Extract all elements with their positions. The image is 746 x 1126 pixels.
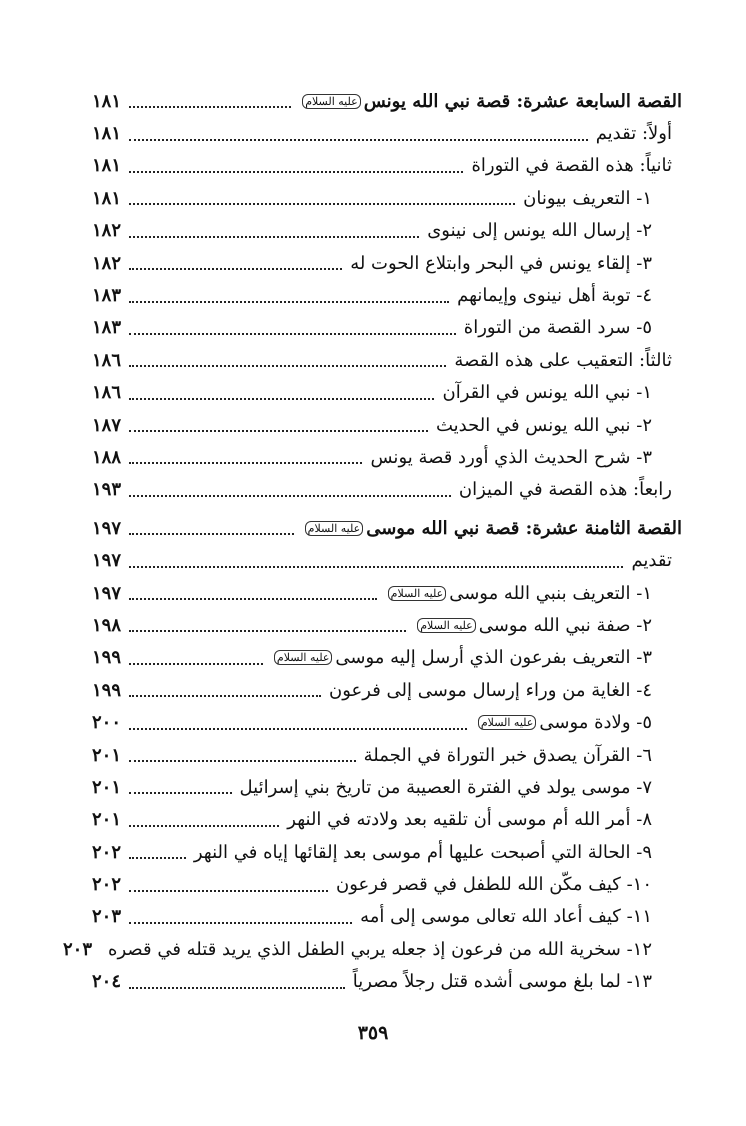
toc-entry: [92, 377, 682, 409]
toc-entry: [92, 150, 682, 182]
toc-entry-page: ١٨٦: [92, 382, 122, 404]
toc-entry-title: ١- التعريف بيونان: [523, 187, 652, 209]
toc-entry: [92, 609, 682, 641]
honorific-mark: عليه السلام: [302, 94, 361, 109]
toc-entry-title: أولاً: تقديم: [595, 123, 672, 145]
dot-leader: [129, 792, 231, 794]
toc-entry-title: ٣- إلقاء يونس في البحر وابتلاع الحوت له: [350, 252, 652, 274]
toc-entry: [63, 933, 682, 965]
toc-entry-title: ٤- توبة أهل نينوى وإيمانهم: [457, 285, 652, 307]
toc-entry: [92, 739, 682, 771]
dot-leader: [129, 333, 456, 335]
toc-entry-page: ١٩٩: [92, 679, 122, 701]
toc-entry-page: ١٨٧: [92, 414, 122, 436]
toc-entry: [92, 474, 682, 506]
toc-entry-page: ١٨٢: [92, 220, 122, 242]
dot-leader: [129, 495, 451, 497]
toc-entry-title: ٢- إرسال الله يونس إلى نينوى: [427, 220, 652, 242]
toc-entry-title: ٣- شرح الحديث الذي أورد قصة يونس: [370, 446, 652, 468]
toc-entry-page: ١٨١: [92, 187, 122, 209]
toc-entry-title: ٩- الحالة التي أصبحت عليها أم موسى بعد إلقائها إياه في النهر: [193, 841, 652, 863]
toc-entry-title: ١- نبي الله يونس في القرآن: [442, 382, 652, 404]
dot-leader: [129, 203, 515, 205]
toc-entry-title: ثالثاً: التعقيب على هذه القصة: [454, 349, 672, 371]
dot-leader: [129, 695, 321, 697]
dot-leader: [129, 987, 345, 989]
toc-entry-title: ٢- نبي الله يونس في الحديث: [435, 414, 652, 436]
toc-entry-title: ١٣- لما بلغ موسى أشده قتل رجلاً مصرياً: [352, 971, 652, 993]
toc-entry-page: ١٨٨: [92, 446, 122, 468]
toc-entry-title: ١٠- كيف مكّن الله للطفل في قصر فرعون: [336, 874, 652, 896]
toc-entry: [92, 247, 682, 279]
toc-entry: [92, 868, 682, 900]
dot-leader: [129, 663, 263, 665]
honorific-mark: عليه السلام: [417, 618, 476, 633]
toc-entry-page: ١٩٨: [92, 614, 122, 636]
toc-entry-page: ٢٠٣: [92, 906, 122, 928]
dot-leader: [129, 630, 406, 632]
toc-entry: [92, 836, 682, 868]
toc-entry-title: ١٢- سخرية الله من فرعون إذ جعله يربي الطفل الذي يريد قتله في قصره: [108, 938, 652, 960]
page-number: ٣٥٩: [357, 1022, 389, 1044]
toc-entry-title: ٥- ولادة موسى: [539, 712, 652, 734]
dot-leader: [129, 462, 362, 464]
dot-leader: [129, 922, 352, 924]
toc-entry-page: ١٨٢: [92, 252, 122, 274]
toc-entry-title: ١١- كيف أعاد الله تعالى موسى إلى أمه: [360, 906, 652, 928]
dot-leader: [129, 398, 434, 400]
toc-entry-page: ٢٠٢: [92, 841, 122, 863]
dot-leader: [129, 430, 428, 432]
toc-entry-page: ١٨١: [92, 155, 122, 177]
toc-entry: [92, 117, 682, 149]
toc-entry-page: ٢٠١: [92, 744, 122, 766]
toc-entry-page: ١٩٧: [92, 582, 122, 604]
toc-entry: [92, 642, 682, 674]
dot-leader: [129, 728, 467, 730]
toc-entry-page: ١٩٩: [92, 647, 122, 669]
dot-leader: [129, 268, 342, 270]
toc-entry: [92, 577, 682, 609]
toc-entry-page: ١٨٦: [92, 349, 122, 371]
toc-entry-page: ١٨١: [92, 123, 122, 145]
toc-entry: [92, 544, 682, 576]
toc-entry-title: القصة الثامنة عشرة: قصة نبي الله موسى: [366, 517, 682, 539]
toc-entry: [92, 804, 682, 836]
dot-leader: [129, 598, 377, 600]
toc-entry-page: ١٩٧: [92, 517, 122, 539]
toc-entry: [92, 279, 682, 311]
dot-leader: [129, 301, 449, 303]
toc-entry-title: رابعاً: هذه القصة في الميزان: [458, 479, 672, 501]
toc-entry: [92, 182, 682, 214]
toc-entry-title: ٣- التعريف بفرعون الذي أرسل إليه موسى: [335, 647, 652, 669]
dot-leader: [129, 760, 356, 762]
toc-entry: [92, 344, 682, 376]
toc-chapter-entry: [92, 512, 682, 544]
toc-entry: [92, 674, 682, 706]
toc-entry-title: ٥- سرد القصة من التوراة: [463, 317, 652, 339]
toc-entry-page: ١٩٧: [92, 550, 122, 572]
dot-leader: [129, 365, 446, 367]
toc-entry: [92, 215, 682, 247]
table-of-contents: [63, 85, 682, 998]
dot-leader: [129, 236, 419, 238]
toc-entry: [92, 901, 682, 933]
toc-entry: [92, 706, 682, 738]
dot-leader: [129, 857, 186, 859]
dot-leader: [129, 533, 294, 535]
dot-leader: [129, 566, 623, 568]
honorific-mark: عليه السلام: [305, 521, 364, 536]
toc-entry-page: ١٨١: [92, 90, 122, 112]
toc-chapter-entry: [92, 85, 682, 117]
toc-entry-page: ٢٠٢: [92, 874, 122, 896]
toc-entry-title: ٢- صفة نبي الله موسى: [478, 614, 652, 636]
toc-entry-title: ٧- موسى يولد في الفترة العصيبة من تاريخ بني إسرائيل: [239, 776, 652, 798]
toc-entry-title: ٨- أمر الله أم موسى أن تلقيه بعد ولادته في النهر: [287, 809, 652, 831]
toc-entry: [92, 771, 682, 803]
toc-entry-title: تقديم: [631, 550, 672, 572]
honorific-mark: عليه السلام: [388, 586, 447, 601]
toc-entry: [92, 409, 682, 441]
toc-entry-page: ١٨٣: [92, 317, 122, 339]
honorific-mark: عليه السلام: [478, 715, 537, 730]
dot-leader: [129, 106, 291, 108]
toc-entry: [92, 312, 682, 344]
toc-entry-page: ٢٠١: [92, 776, 122, 798]
toc-entry-title: ١- التعريف بنبي الله موسى: [449, 582, 652, 604]
toc-entry-page: ٢٠٤: [92, 971, 122, 993]
toc-entry-title: ٦- القرآن يصدق خبر التوراة في الجملة: [363, 744, 652, 766]
toc-entry-page: ٢٠١: [92, 809, 122, 831]
honorific-mark: عليه السلام: [274, 650, 333, 665]
dot-leader: [129, 171, 463, 173]
dot-leader: [129, 890, 328, 892]
toc-entry-title: ثانياً: هذه القصة في التوراة: [471, 155, 672, 177]
toc-entry-title: القصة السابعة عشرة: قصة نبي الله يونس: [363, 90, 682, 112]
dot-leader: [129, 139, 588, 141]
toc-entry: [92, 441, 682, 473]
toc-entry-page: ١٨٣: [92, 285, 122, 307]
dot-leader: [129, 825, 279, 827]
toc-entry: [92, 966, 682, 998]
toc-entry-page: ٢٠٠: [92, 712, 122, 734]
toc-entry-page: ١٩٣: [92, 479, 122, 501]
toc-entry-title: ٤- الغاية من وراء إرسال موسى إلى فرعون: [329, 679, 652, 701]
toc-entry-page: ٢٠٣: [63, 938, 93, 960]
